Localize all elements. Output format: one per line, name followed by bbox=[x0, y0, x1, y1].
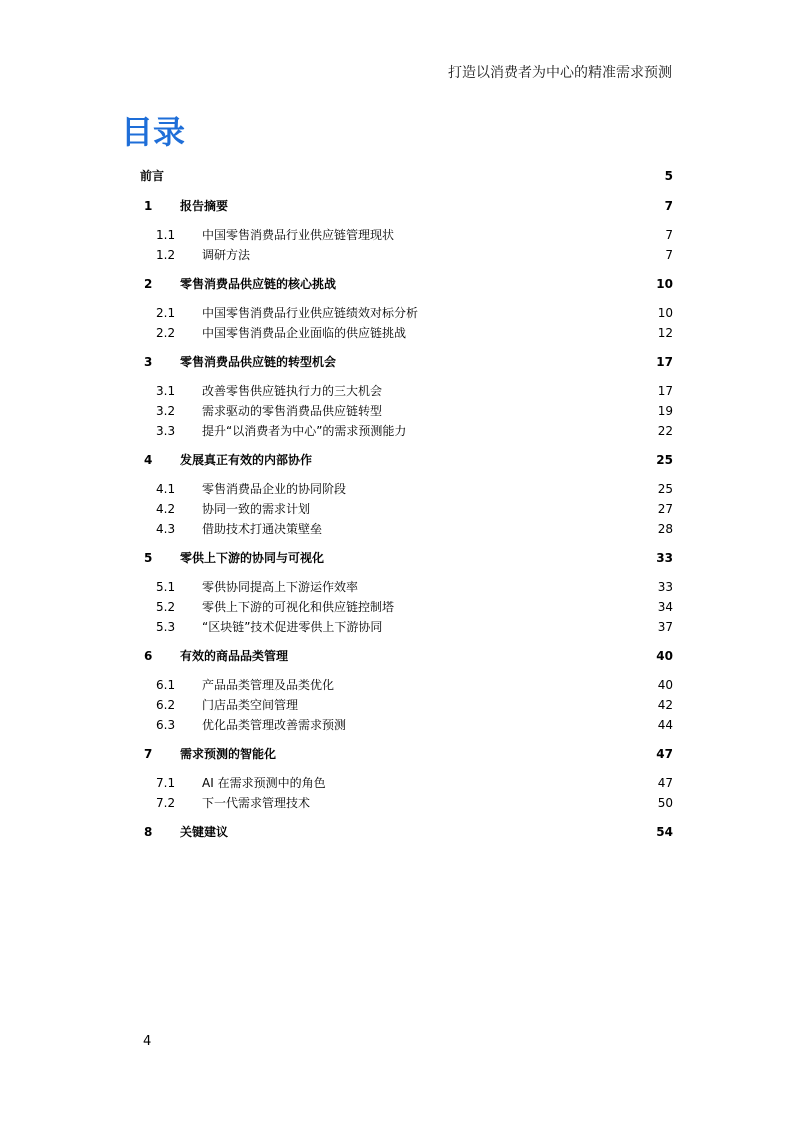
toc-entry-title: 改善零售供应链执行力的三大机会 bbox=[202, 384, 383, 398]
toc-entry-number: 1.1 bbox=[156, 228, 176, 242]
toc-entry-number: 1.2 bbox=[156, 248, 176, 262]
toc-entry-page: 10 bbox=[656, 277, 673, 291]
toc-chapter-entry[interactable] bbox=[140, 550, 673, 566]
toc-chapter-entry[interactable] bbox=[140, 648, 673, 664]
toc-entry-page: 33 bbox=[657, 580, 673, 594]
toc-entry-title: 前言 bbox=[140, 169, 165, 183]
toc-entry-page: 7 bbox=[664, 199, 673, 213]
page-number: 4 bbox=[143, 1034, 152, 1049]
toc-entry-number: 6 bbox=[144, 649, 153, 663]
toc-entry-number: 4.1 bbox=[156, 482, 176, 496]
toc-entry-page: 10 bbox=[657, 306, 673, 320]
toc-section-entry[interactable] bbox=[140, 677, 673, 693]
toc-entry-title: 提升“以消费者为中心”的需求预测能力 bbox=[202, 424, 407, 438]
toc-entry-page: 7 bbox=[665, 248, 673, 262]
toc-entry-page: 50 bbox=[657, 796, 673, 810]
toc-entry-number: 4 bbox=[144, 453, 153, 467]
toc-entry-page: 47 bbox=[657, 776, 673, 790]
toc-section-entry[interactable] bbox=[140, 423, 673, 439]
toc-entry-page: 17 bbox=[657, 384, 673, 398]
toc-entry-title: 下一代需求管理技术 bbox=[202, 796, 311, 810]
toc-entry-number: 6.1 bbox=[156, 678, 176, 692]
toc-entry-page: 37 bbox=[657, 620, 673, 634]
toc-entry-number: 5.2 bbox=[156, 600, 176, 614]
toc-entry-number: 3.3 bbox=[156, 424, 176, 438]
toc-entry-page: 25 bbox=[656, 453, 673, 467]
toc-entry-number: 4.2 bbox=[156, 502, 176, 516]
toc-entry-title: 零供上下游的可视化和供应链控制塔 bbox=[202, 600, 395, 614]
toc-entry-title: 调研方法 bbox=[202, 248, 251, 262]
toc-chapter-entry[interactable] bbox=[140, 276, 673, 292]
toc-section-entry[interactable] bbox=[140, 501, 673, 517]
toc-entry-page: 40 bbox=[656, 649, 673, 663]
toc-entry-title: 零售消费品企业的协同阶段 bbox=[202, 482, 347, 496]
toc-entry-page: 22 bbox=[657, 424, 673, 438]
toc-entry-title: 有效的商品品类管理 bbox=[180, 649, 289, 663]
toc-entry-page: 42 bbox=[657, 698, 673, 712]
toc-entry-title: 零供上下游的协同与可视化 bbox=[180, 551, 325, 565]
toc-entry-title: 中国零售消费品行业供应链绩效对标分析 bbox=[202, 306, 419, 320]
toc-entry-number: 4.3 bbox=[156, 522, 176, 536]
toc-section-entry[interactable] bbox=[140, 403, 673, 419]
toc-entry-page: 44 bbox=[657, 718, 673, 732]
toc-entry-title: 零售消费品供应链的转型机会 bbox=[180, 355, 337, 369]
toc-chapter-entry[interactable] bbox=[140, 452, 673, 468]
toc-entry-title: 零供协同提高上下游运作效率 bbox=[202, 580, 359, 594]
toc-entry-title: 产品品类管理及品类优化 bbox=[202, 678, 335, 692]
toc-entry-page: 5 bbox=[664, 169, 673, 183]
toc-entry-page: 7 bbox=[665, 228, 673, 242]
toc-section-entry[interactable] bbox=[140, 795, 673, 811]
toc-section-entry[interactable] bbox=[140, 619, 673, 635]
toc-section-entry[interactable] bbox=[140, 599, 673, 615]
toc-entry-page: 54 bbox=[656, 825, 673, 839]
toc-chapter-list bbox=[140, 198, 673, 840]
toc-section-entry[interactable] bbox=[140, 325, 673, 341]
toc-entry-number: 6.3 bbox=[156, 718, 176, 732]
toc-entry-title: AI 在需求预测中的角色 bbox=[202, 776, 326, 790]
toc-section-entry[interactable] bbox=[140, 383, 673, 399]
toc-entry-page: 12 bbox=[657, 326, 673, 340]
toc-preface-entry[interactable] bbox=[140, 168, 673, 184]
toc-entry-page: 33 bbox=[656, 551, 673, 565]
toc-entry-title: 报告摘要 bbox=[180, 199, 229, 213]
toc-entry-page: 27 bbox=[657, 502, 673, 516]
toc-chapter-entry[interactable] bbox=[140, 198, 673, 214]
toc-entry-title: 中国零售消费品企业面临的供应链挑战 bbox=[202, 326, 407, 340]
toc-entry-title: 发展真正有效的内部协作 bbox=[180, 453, 313, 467]
toc-section-entry[interactable] bbox=[140, 697, 673, 713]
table-of-contents bbox=[140, 168, 673, 853]
toc-section-entry[interactable] bbox=[140, 247, 673, 263]
toc-entry-title: 中国零售消费品行业供应链管理现状 bbox=[202, 228, 395, 242]
toc-entry-number: 5.1 bbox=[156, 580, 176, 594]
toc-title: 目录 bbox=[121, 113, 186, 151]
toc-entry-page: 17 bbox=[656, 355, 673, 369]
toc-entry-page: 25 bbox=[657, 482, 673, 496]
toc-chapter-entry[interactable] bbox=[140, 824, 673, 840]
toc-section-entry[interactable] bbox=[140, 717, 673, 733]
toc-entry-title: 零售消费品供应链的核心挑战 bbox=[180, 277, 337, 291]
toc-entry-page: 47 bbox=[656, 747, 673, 761]
toc-entry-title: 关键建议 bbox=[180, 825, 229, 839]
toc-section-entry[interactable] bbox=[140, 775, 673, 791]
toc-section-entry[interactable] bbox=[140, 521, 673, 537]
toc-entry-title: 需求驱动的零售消费品供应链转型 bbox=[202, 404, 383, 418]
toc-entry-number: 8 bbox=[144, 825, 153, 839]
toc-entry-title: “区块链”技术促进零供上下游协同 bbox=[202, 620, 383, 634]
toc-entry-title: 需求预测的智能化 bbox=[180, 747, 277, 761]
toc-entry-number: 1 bbox=[144, 199, 153, 213]
toc-entry-number: 5 bbox=[144, 551, 153, 565]
toc-entry-title: 借助技术打通决策壁垒 bbox=[202, 522, 323, 536]
toc-section-entry[interactable] bbox=[140, 481, 673, 497]
toc-entry-title: 优化品类管理改善需求预测 bbox=[202, 718, 347, 732]
running-header: 打造以消费者为中心的精准需求预测 bbox=[448, 65, 672, 81]
toc-entry-number: 5.3 bbox=[156, 620, 176, 634]
toc-entry-number: 7.1 bbox=[156, 776, 176, 790]
toc-entry-number: 7.2 bbox=[156, 796, 176, 810]
toc-entry-page: 28 bbox=[657, 522, 673, 536]
toc-entry-number: 6.2 bbox=[156, 698, 176, 712]
toc-chapter-entry[interactable] bbox=[140, 746, 673, 762]
toc-entry-number: 7 bbox=[144, 747, 153, 761]
toc-entry-number: 3.2 bbox=[156, 404, 176, 418]
toc-entry-page: 34 bbox=[657, 600, 673, 614]
toc-entry-title: 协同一致的需求计划 bbox=[202, 502, 311, 516]
toc-chapter-entry[interactable] bbox=[140, 354, 673, 370]
toc-section-entry[interactable] bbox=[140, 579, 673, 595]
toc-entry-number: 3 bbox=[144, 355, 153, 369]
toc-entry-number: 2.1 bbox=[156, 306, 176, 320]
toc-section-entry[interactable] bbox=[140, 227, 673, 243]
toc-entry-number: 2 bbox=[144, 277, 153, 291]
toc-entry-title: 门店品类空间管理 bbox=[202, 698, 299, 712]
toc-entry-page: 40 bbox=[657, 678, 673, 692]
toc-section-entry[interactable] bbox=[140, 305, 673, 321]
toc-entry-page: 19 bbox=[657, 404, 673, 418]
toc-entry-number: 2.2 bbox=[156, 326, 176, 340]
toc-entry-number: 3.1 bbox=[156, 384, 176, 398]
